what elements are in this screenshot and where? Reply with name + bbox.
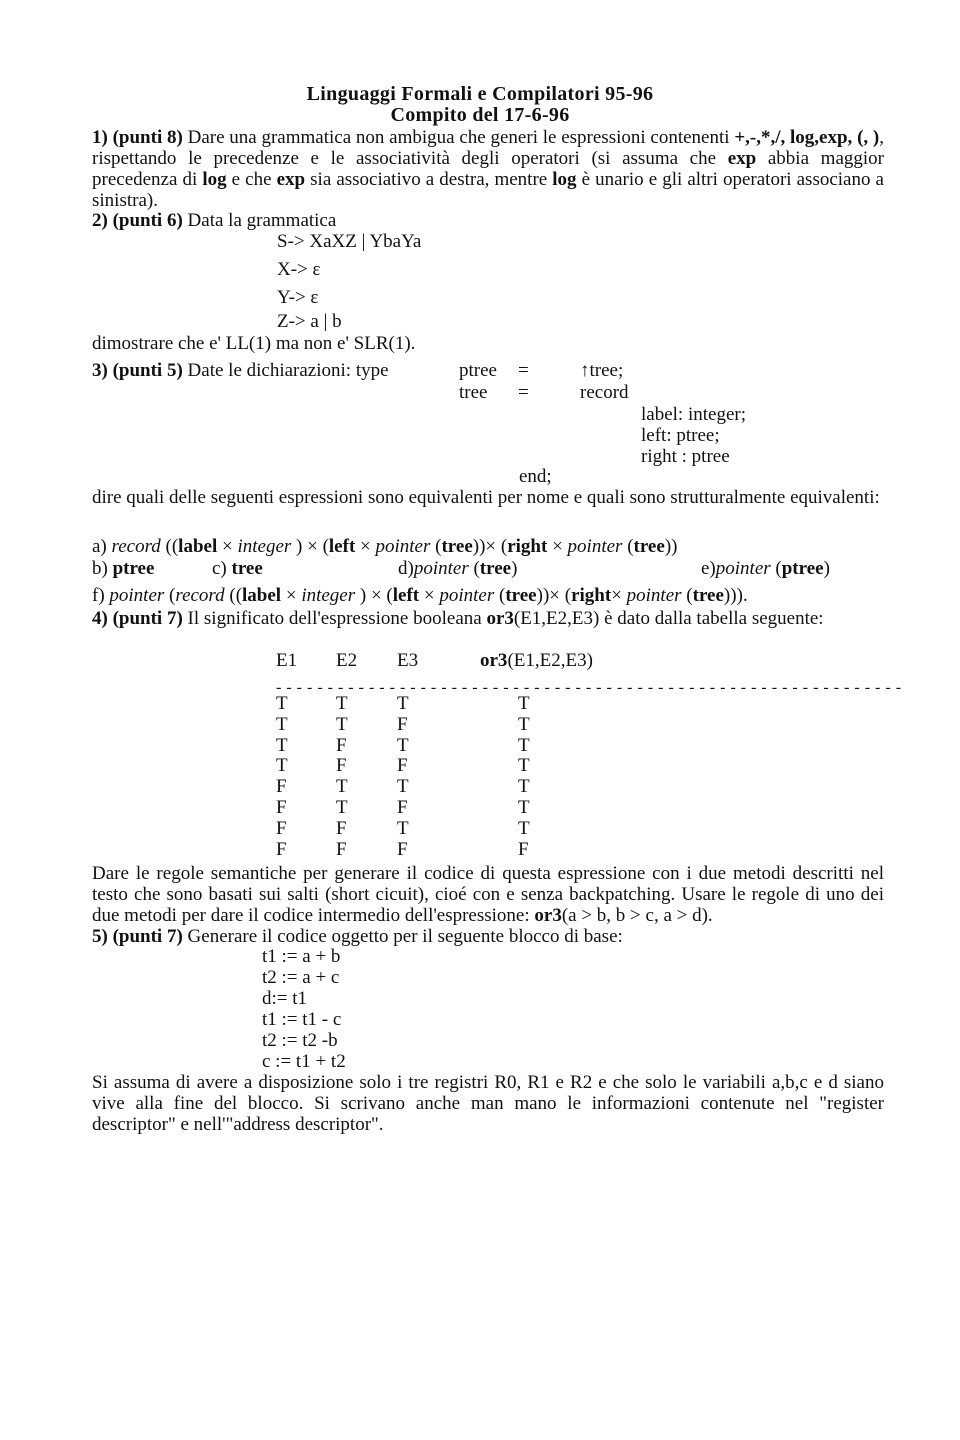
question-5-number: 5) (punti 7): [92, 926, 183, 947]
decl-eq-1: =: [518, 360, 529, 381]
code-line: c := t1 + t2: [262, 1051, 346, 1072]
table-cell-result: T: [518, 817, 530, 839]
decl-end: end;: [519, 466, 552, 487]
option-d: d)pointer (tree): [398, 558, 518, 579]
table-cell: T: [276, 713, 288, 735]
table-cell: T: [276, 755, 288, 777]
code-line: t2 := t2 -b: [262, 1030, 338, 1051]
table-header-result: or3(E1,E2,E3): [480, 650, 593, 671]
table-header-e3: E3: [397, 650, 419, 671]
decl-field-label: label: integer;: [641, 404, 746, 425]
question-3-prompt: dire quali delle seguenti espressioni sono equivalenti per nome e quali sono strutturalmente equivalenti:: [92, 487, 880, 508]
table-cell: F: [276, 817, 287, 839]
decl-tree-value: record: [580, 382, 629, 403]
table-cell: T: [397, 734, 409, 756]
table-cell: F: [397, 755, 408, 777]
question-4-number: 4) (punti 7): [92, 608, 183, 629]
table-cell: F: [397, 797, 408, 818]
table-header-e1: E1: [276, 650, 298, 671]
table-cell: F: [276, 776, 287, 798]
table-cell-result: T: [518, 734, 530, 756]
code-line: t1 := t1 - c: [262, 1009, 342, 1030]
decl-field-left: left: ptree;: [641, 425, 720, 446]
table-cell: T: [336, 776, 348, 798]
code-line: t2 := a + c: [262, 967, 340, 988]
table-cell-result: T: [518, 755, 530, 777]
option-a: a) record ((label × integer ) × (left × pointer (tree))× (right × pointer (tree)): [92, 536, 678, 557]
table-cell-result: T: [518, 693, 530, 714]
decl-eq-2: =: [518, 382, 529, 403]
table-cell: T: [336, 713, 348, 735]
question-1-number: 1) (punti 8): [92, 127, 183, 148]
question-2-conclusion: dimostrare che e' LL(1) ma non e' SLR(1).: [92, 333, 416, 354]
table-cell: T: [336, 797, 348, 818]
table-cell: T: [397, 693, 409, 714]
exam-title: Linguaggi Formali e Compilatori 95-96: [306, 83, 654, 105]
decl-field-right: right : ptree: [641, 446, 730, 467]
question-4: 4) (punti 7) Il significato dell'espressione booleana or3(E1,E2,E3) è dato dalla tabella seguente:: [92, 608, 824, 629]
table-cell: T: [276, 734, 288, 756]
grammar-rule-s: S-> XaXZ | YbaYa: [277, 231, 422, 252]
decl-tree: tree: [459, 382, 488, 403]
table-cell: F: [276, 797, 287, 818]
grammar-rule-x: X-> ε: [277, 259, 321, 280]
table-cell-result: T: [518, 797, 530, 818]
exam-date: Compito del 17-6-96: [390, 104, 570, 126]
table-cell-result: F: [518, 838, 529, 860]
table-cell-result: T: [518, 776, 530, 798]
table-cell: F: [336, 817, 347, 839]
table-cell: F: [336, 838, 347, 860]
decl-ptree: ptree: [459, 360, 497, 381]
table-cell: F: [397, 838, 408, 860]
table-cell: F: [336, 755, 347, 777]
option-b: b) ptree: [92, 558, 155, 579]
question-5-instructions: Si assuma di avere a disposizione solo i tre registri R0, R1 e R2 e che solo le variabili a,b,c e d siano vive alla fine del blocco. Si scrivano anche man mano le informazioni contenute nel "register descriptor" e nell'"address descriptor".: [92, 1072, 884, 1135]
table-cell: F: [336, 734, 347, 756]
table-cell: T: [397, 776, 409, 798]
table-cell: T: [336, 693, 348, 714]
table-header-e2: E2: [336, 650, 358, 671]
question-3: 3) (punti 5) Date le dichiarazioni: type: [92, 360, 389, 381]
table-cell: T: [276, 693, 288, 714]
option-f: f) pointer (record ((label × integer ) × (left × pointer (tree))× (right× pointer (tree))).: [92, 585, 748, 606]
option-c: c) tree: [212, 558, 263, 579]
table-cell: F: [276, 838, 287, 860]
question-5: 5) (punti 7) Generare il codice oggetto per il seguente blocco di base:: [92, 926, 623, 947]
grammar-rule-z: Z-> a | b: [277, 311, 342, 332]
option-e: e)pointer (ptree): [701, 558, 830, 579]
question-3-number: 3) (punti 5): [92, 360, 183, 381]
decl-ptree-value: ↑tree;: [580, 360, 624, 381]
table-cell: F: [397, 713, 408, 735]
table-cell-result: T: [518, 713, 530, 735]
grammar-rule-y: Y-> ε: [277, 287, 319, 308]
question-1: 1) (punti 8) Dare una grammatica non ambigua che generi le espressioni contenenti +,-,*,/, log,exp, (, ), rispettando le precedenze e le associatività degli operatori (si assuma che exp abbia maggior precedenza di log e che exp sia associativo a destra, mentre log è unario e gli altri operatori associano a sinistra).: [92, 127, 884, 211]
question-2: 2) (punti 6) Data la grammatica: [92, 210, 337, 231]
table-cell: T: [397, 817, 409, 839]
code-line: d:= t1: [262, 988, 308, 1009]
question-2-number: 2) (punti 6): [92, 210, 183, 231]
table-divider: - - - - - - - - - - - - - - - - - - - - - - - - - - - - - - - - - - - - - - - - - - - - - - - - - - - - - - - - - - - - -: [276, 679, 902, 696]
question-4-instructions: Dare le regole semantiche per generare il codice di questa espressione con i due metodi descritti nel testo che sono basati sui salti (short cicuit), cioé con e senza backpatching. Usare le regole di uno dei due metodi per dare il codice intermedio dell'espressione: or3(a > b, b > c, a > d).: [92, 863, 884, 926]
code-line: t1 := a + b: [262, 946, 341, 967]
